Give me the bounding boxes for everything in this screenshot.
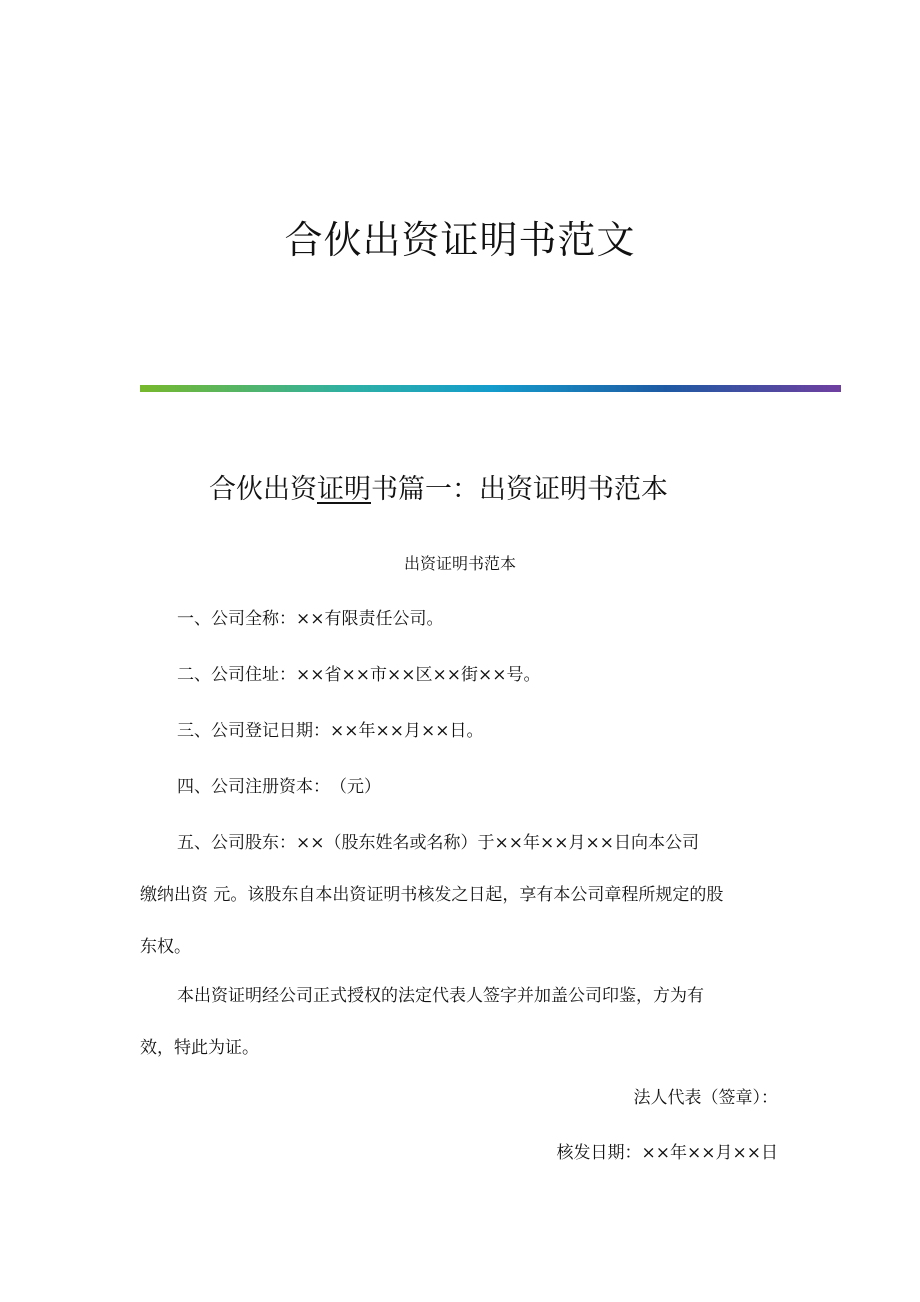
clause-text-line: 缴纳出资 元。该股东自本出资证明书核发之日起，享有本公司章程所规定的股 [140, 885, 724, 905]
document-title: 合伙出资证明书范文 [284, 218, 636, 262]
clause-text: 二、公司住址：××省××市××区××街××号。 [177, 665, 541, 685]
clause-text-line: 五、公司股东：××（股东姓名或名称）于××年××月××日向本公司 [177, 833, 699, 853]
gradient-divider [140, 385, 841, 392]
section-heading-underlined: 证明 [317, 474, 371, 505]
sub-heading: 出资证明书范本 [403, 554, 516, 573]
clause-text: 四、公司注册资本： （元） [177, 777, 381, 797]
clause-registered-capital [140, 773, 785, 801]
clause-text: 一、公司全称：××有限责任公司。 [177, 609, 444, 629]
issue-date: 核发日期：××年××月××日 [556, 1143, 778, 1163]
clause-company-address [140, 661, 785, 689]
section-heading-part1: 合伙出资 [209, 474, 317, 505]
closing-text-line: 本出资证明经公司正式授权的法定代表人签字并加盖公司印鉴，方为有 [177, 986, 704, 1006]
clause-registration-date [140, 717, 785, 745]
section-heading-part3: 书篇一：出资证明书范本 [371, 474, 668, 505]
clause-company-name [140, 605, 785, 633]
closing-text-line: 效，特此为证。 [140, 1038, 259, 1058]
clause-shareholder [140, 829, 785, 961]
signature-label: 法人代表（签章）： [633, 1088, 778, 1108]
closing-statement [140, 982, 785, 1062]
clause-text-line: 东权。 [140, 937, 191, 957]
section-heading [209, 470, 668, 510]
clause-text: 三、公司登记日期：××年××月××日。 [177, 721, 484, 741]
